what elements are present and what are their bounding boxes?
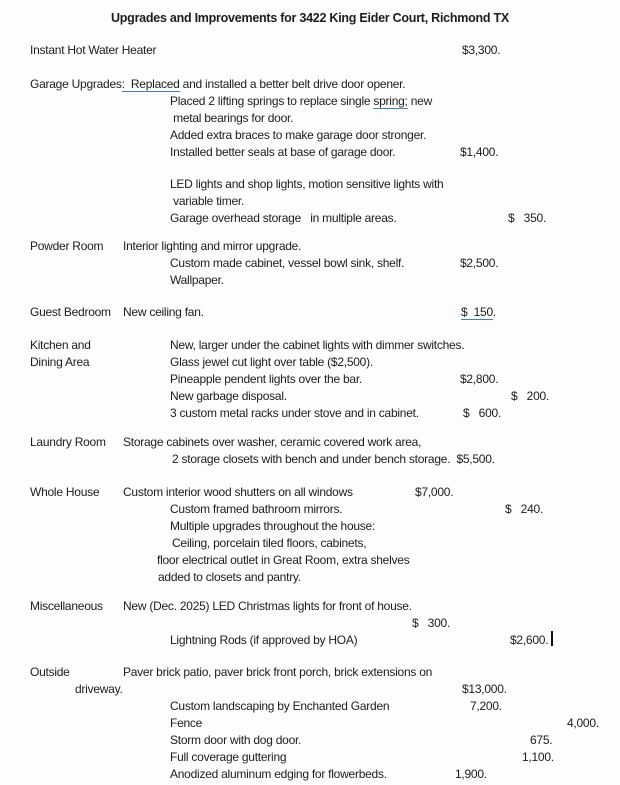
edging-amount: 1,900. xyxy=(455,767,487,781)
kitchen-line-1: New, larger under the cabinet lights with dimmer switches. xyxy=(170,338,465,352)
garage-line-8: Garage overhead storage in multiple areas. xyxy=(170,211,397,225)
kitchen-racks-amount: $ 600. xyxy=(463,406,502,420)
guest-bedroom-label: Guest Bedroom xyxy=(30,305,111,319)
outside-row-guttering: Full coverage guttering xyxy=(170,750,287,764)
garage-line-4: Added extra braces to make garage door stronger. xyxy=(170,128,427,142)
hot-water-amount: $3,300. xyxy=(462,43,501,57)
garage-line-3: metal bearings for door. xyxy=(170,111,294,125)
guest-line-1: New ceiling fan. xyxy=(123,305,204,319)
whole-house-line-3: Multiple upgrades throughout the house: xyxy=(170,519,376,533)
laundry-line-1: Storage cabinets over washer, ceramic covered work area, xyxy=(123,435,422,449)
laundry-line-2: 2 storage closets with bench and under bench storage. $5,500. xyxy=(172,452,495,466)
guest-fan-amount xyxy=(461,305,496,319)
guest-amount-period: . xyxy=(492,305,496,319)
whole-house-line-2: Custom framed bathroom mirrors. xyxy=(170,502,343,516)
outside-row-edging: Anodized aluminum edging for flowerbeds. xyxy=(170,767,387,781)
misc-line-1: New (Dec. 2025) LED Christmas lights for front of house. xyxy=(123,599,412,613)
powder-line-2: Custom made cabinet, vessel bowl sink, shelf. xyxy=(170,256,405,270)
outside-row-fence: Fence xyxy=(170,716,203,730)
shutters-amount: $7,000. xyxy=(415,485,454,499)
guttering-amount: 1,100. xyxy=(522,750,554,764)
fence-amount: 4,000. xyxy=(567,716,599,730)
text-cursor xyxy=(551,631,553,646)
garage-line-1-rest: and installed a better belt drive door opener. xyxy=(179,77,406,91)
lightning-rods-amount: $2,600. xyxy=(510,633,549,647)
mirrors-amount: $ 240. xyxy=(505,502,544,516)
storm-door-amount: 675. xyxy=(530,733,553,747)
kitchen-line-2: Glass jewel cut light over table ($2,500). xyxy=(170,355,373,369)
document-title: Upgrades and Improvements for 3422 King Eider Court, Richmond TX xyxy=(111,11,509,25)
kitchen-label-line-1: Kitchen and xyxy=(30,338,91,352)
powder-room-label: Powder Room xyxy=(30,239,104,253)
miscellaneous-label: Miscellaneous xyxy=(30,599,103,613)
outside-row-storm-door: Storm door with dog door. xyxy=(170,733,302,747)
whole-house-label: Whole House xyxy=(30,485,100,499)
christmas-lights-amount: $ 300. xyxy=(412,616,451,630)
outside-label: Outside xyxy=(30,665,70,679)
whole-house-line-4: Ceiling, porcelain tiled floors, cabinets, xyxy=(172,536,367,550)
garage-line-7: variable timer. xyxy=(170,194,245,208)
landscaping-amount: 7,200. xyxy=(470,699,502,713)
powder-cabinet-amount: $2,500. xyxy=(460,256,499,270)
powder-line-3: Wallpaper. xyxy=(170,273,224,287)
garage-line-2 xyxy=(170,94,432,108)
garage-line-1 xyxy=(30,77,405,91)
outside-line-1: Paver brick patio, paver brick front porch, brick extensions on xyxy=(123,665,433,679)
kitchen-label-line-2: Dining Area xyxy=(30,355,90,369)
whole-house-line-5: floor electrical outlet in Great Room, extra shelves xyxy=(157,553,410,567)
paver-amount: $13,000. xyxy=(462,682,507,696)
garage-line-2-rest: new xyxy=(407,94,433,108)
garage-grammar-underline-1: : Replaced xyxy=(121,77,180,91)
powder-line-1: Interior lighting and mirror upgrade. xyxy=(123,239,302,253)
garage-label: Garage Upgrades xyxy=(30,77,122,91)
kitchen-line-4: New garbage disposal. xyxy=(170,389,287,403)
hot-water-item: Instant Hot Water Heater xyxy=(30,43,157,57)
garage-line-5: Installed better seals at base of garage door. xyxy=(170,145,396,159)
whole-house-line-6: added to closets and pantry. xyxy=(158,570,301,584)
guest-amount-underlined: $ 150 xyxy=(461,305,493,319)
garage-line-2-pre: Placed 2 lifting springs to replace single xyxy=(170,94,374,108)
laundry-room-label: Laundry Room xyxy=(30,435,106,449)
kitchen-pendant-amount: $2,800. xyxy=(460,372,499,386)
garage-storage-amount: $ 350. xyxy=(508,211,547,225)
misc-line-3: Lightning Rods (if approved by HOA) xyxy=(170,633,358,647)
kitchen-line-3: Pineapple pendent lights over the bar. xyxy=(170,372,362,386)
garage-grammar-underline-2: spring; xyxy=(373,94,408,108)
garage-line-6: LED lights and shop lights, motion sensitive lights with xyxy=(170,177,444,191)
whole-house-line-1: Custom interior wood shutters on all windows xyxy=(123,485,353,499)
kitchen-disposal-amount: $ 200. xyxy=(511,389,550,403)
garage-door-amount: $1,400. xyxy=(460,145,499,159)
kitchen-line-5: 3 custom metal racks under stove and in cabinet. xyxy=(170,406,419,420)
outside-row-landscaping: Custom landscaping by Enchanted Garden xyxy=(170,699,390,713)
outside-line-2: driveway. xyxy=(75,682,123,696)
